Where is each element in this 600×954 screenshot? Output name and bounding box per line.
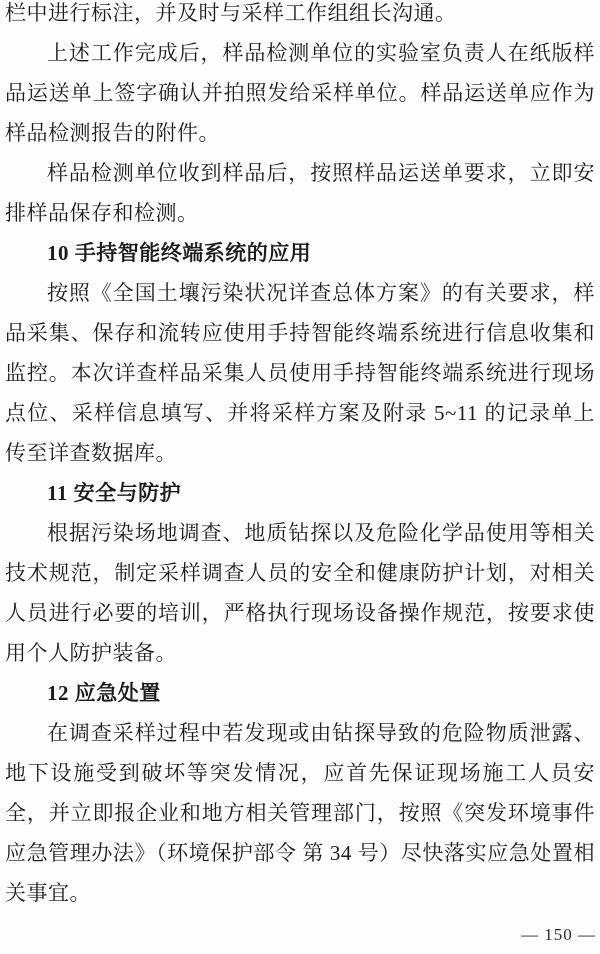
paragraph: 样品检测单位收到样品后，按照样品运送单要求，立即安排样品保存和检测。 xyxy=(5,161,595,225)
page-body xyxy=(5,0,595,913)
section-heading-10: 10 手持智能终端系统的应用 xyxy=(47,241,312,265)
page-number: — 150 — xyxy=(521,925,596,944)
paragraph: 按照《全国土壤污染状况详查总体方案》的有关要求，样品采集、保存和流转应使用手持智能终端系统进行信息收集和监控。本次详查样品采集人员使用手持智能终端系统进行现场点位、采样信息填写、并将采样方案及附录 5~11 的记录单上传至详查数据库。 xyxy=(5,281,595,465)
paragraph: 根据污染场地调查、地质钻探以及危险化学品使用等相关技术规范，制定采样调查人员的安全和健康防护计划，对相关人员进行必要的培训，严格执行现场设备操作规范，按要求使用个人防护装备。 xyxy=(5,521,595,665)
paragraph-continued: 栏中进行标注，并及时与采样工作组组长沟通。 xyxy=(5,1,457,25)
section-heading-11: 11 安全与防护 xyxy=(47,481,182,505)
section-heading-12: 12 应急处置 xyxy=(47,681,161,705)
paragraph: 上述工作完成后，样品检测单位的实验室负责人在纸版样品运送单上签字确认并拍照发给采样单位。样品运送单应作为样品检测报告的附件。 xyxy=(5,41,595,145)
paragraph: 在调查采样过程中若发现或由钻探导致的危险物质泄露、地下设施受到破坏等突发情况，应首先保证现场施工人员安全，并立即报企业和地方相关管理部门，按照《突发环境事件应急管理办法》（环境保护部令 第 34 号）尽快落实应急处置相关事宜。 xyxy=(5,721,595,905)
